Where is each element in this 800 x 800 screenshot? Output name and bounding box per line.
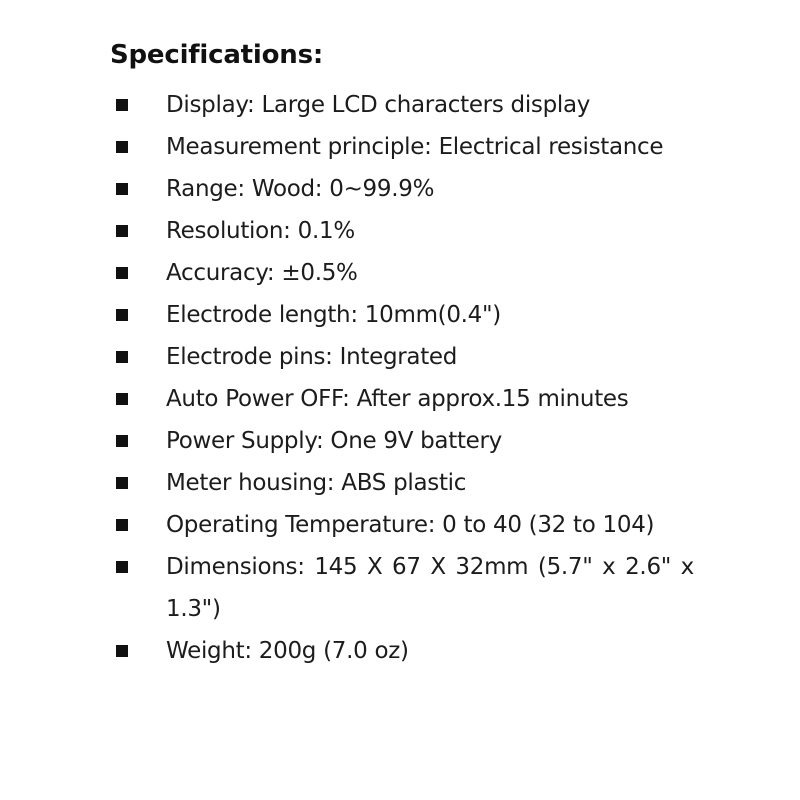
square-bullet-icon <box>116 225 128 237</box>
spec-operating-temperature-text: Operating Temperature: 0 to 40 (32 to 104) <box>166 512 655 538</box>
spec-display <box>110 84 694 126</box>
spec-range-text: Range: Wood: 0~99.9% <box>166 176 435 202</box>
spec-range <box>110 168 694 210</box>
spec-resolution-text: Resolution: 0.1% <box>166 218 355 244</box>
square-bullet-icon <box>116 477 128 489</box>
spec-resolution <box>110 210 694 252</box>
spec-display-text: Display: Large LCD characters display <box>166 92 591 118</box>
spec-weight <box>110 630 694 672</box>
spec-measurement-principle <box>110 126 694 168</box>
spec-weight-text: Weight: 200g (7.0 oz) <box>166 638 409 664</box>
spec-list <box>110 84 710 672</box>
spec-accuracy-text: Accuracy: ±0.5% <box>166 260 358 286</box>
spec-electrode-pins <box>110 336 694 378</box>
square-bullet-icon <box>116 183 128 195</box>
spec-power-supply <box>110 420 694 462</box>
spec-dimensions-text: Dimensions: 145 X 67 X 32mm (5.7" x 2.6" x 1.3") <box>166 554 694 622</box>
spec-measurement-principle-text: Measurement principle: Electrical resistance <box>166 134 664 160</box>
square-bullet-icon <box>116 645 128 657</box>
specifications-heading: Specifications: <box>110 40 324 70</box>
square-bullet-icon <box>116 99 128 111</box>
spec-accuracy <box>110 252 694 294</box>
spec-meter-housing-text: Meter housing: ABS plastic <box>166 470 467 496</box>
spec-meter-housing <box>110 462 694 504</box>
spec-auto-power-off <box>110 378 694 420</box>
square-bullet-icon <box>116 141 128 153</box>
spec-electrode-pins-text: Electrode pins: Integrated <box>166 344 458 370</box>
square-bullet-icon <box>116 309 128 321</box>
square-bullet-icon <box>116 393 128 405</box>
square-bullet-icon <box>116 435 128 447</box>
spec-operating-temperature <box>110 504 694 546</box>
square-bullet-icon <box>116 267 128 279</box>
spec-dimensions <box>110 546 694 630</box>
square-bullet-icon <box>116 561 128 573</box>
spec-electrode-length <box>110 294 694 336</box>
spec-auto-power-off-text: Auto Power OFF: After approx.15 minutes <box>166 386 629 412</box>
spec-electrode-length-text: Electrode length: 10mm(0.4") <box>166 302 501 328</box>
square-bullet-icon <box>116 519 128 531</box>
spec-power-supply-text: Power Supply: One 9V battery <box>166 428 502 454</box>
square-bullet-icon <box>116 351 128 363</box>
